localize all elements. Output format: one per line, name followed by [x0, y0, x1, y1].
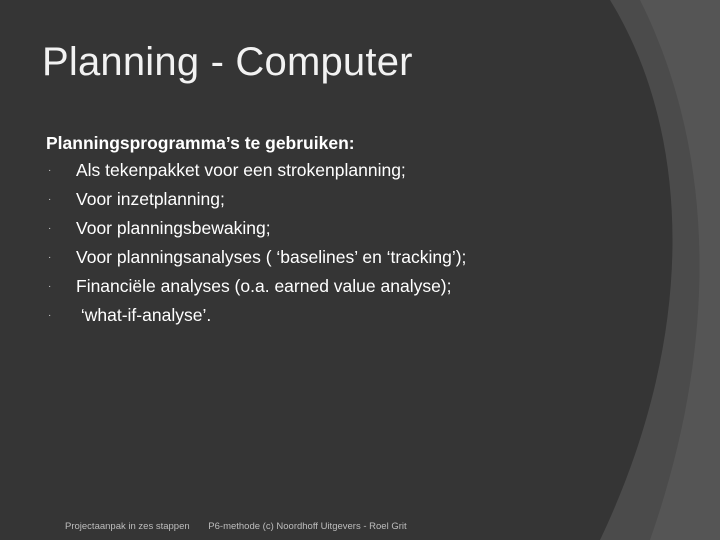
list-item — [46, 243, 666, 272]
list-item — [46, 272, 666, 301]
list-item — [46, 214, 666, 243]
bullet-text: Voor inzetplanning; — [76, 189, 225, 209]
list-item — [46, 301, 666, 330]
bullet-icon: · — [48, 223, 52, 234]
bullet-icon: · — [48, 252, 52, 263]
bullet-icon: · — [48, 194, 52, 205]
slide-content — [46, 130, 666, 330]
bullet-text: Financiële analyses (o.a. earned value analyse); — [76, 276, 452, 296]
bullet-text: Voor planningsanalyses ( ‘baselines’ en ‘tracking’); — [76, 247, 467, 267]
slide-title: Planning - Computer — [42, 40, 413, 84]
bullet-icon: · — [48, 165, 52, 176]
bullet-text: Als tekenpakket voor een strokenplanning; — [76, 160, 406, 180]
bullet-text: Voor planningsbewaking; — [76, 218, 271, 238]
footer-right-text: P6-methode (c) Noordhoff Uitgevers - Roel Grit — [208, 521, 407, 532]
bullet-text: ‘what-if-analyse’. — [76, 305, 212, 325]
list-item — [46, 156, 666, 185]
bullet-icon: · — [48, 281, 52, 292]
slide-footer — [65, 521, 423, 532]
bullet-list — [46, 156, 666, 330]
footer-left-text: Projectaanpak in zes stappen — [65, 521, 190, 532]
list-item — [46, 185, 666, 214]
intro-text: Planningsprogramma’s te gebruiken: — [46, 133, 355, 153]
bullet-icon: · — [48, 310, 52, 321]
